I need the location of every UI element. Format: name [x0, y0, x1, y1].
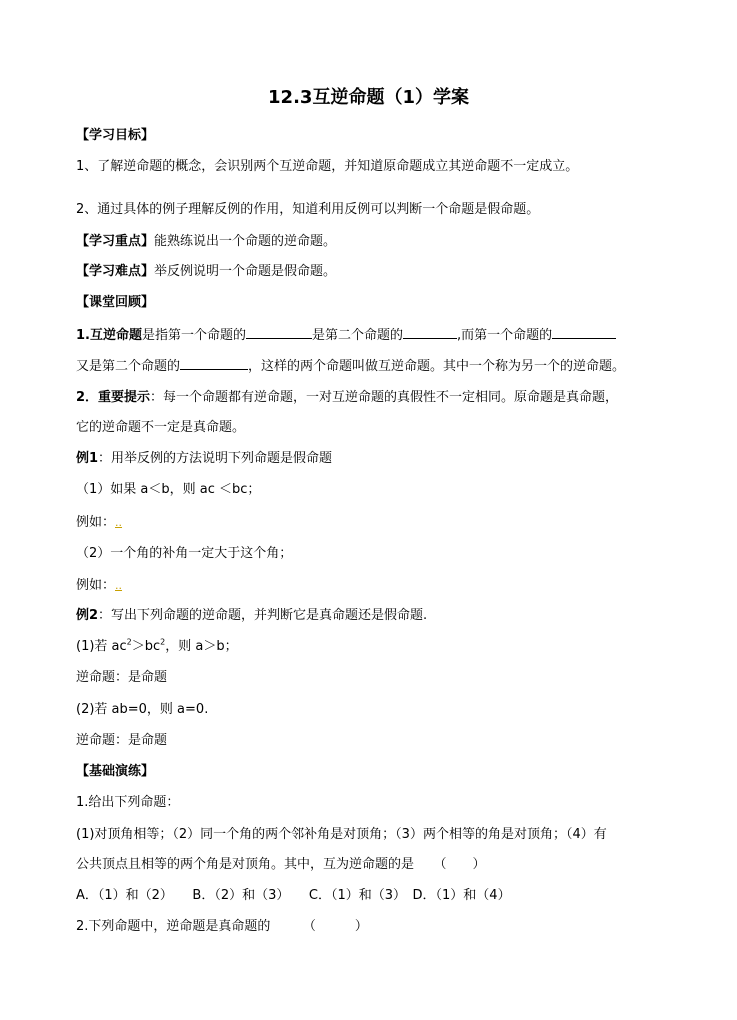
- ex2-q1-sup2: 2: [160, 637, 166, 647]
- review-1-line2-a: 又是第二个命题的: [76, 359, 181, 374]
- ex2-question-1: [76, 638, 238, 656]
- ex2-q1-post: ，则 a＞b；: [165, 639, 238, 654]
- practice-1-line-2: 公共顶点且相等的两个角是对顶角。其中，互为逆命题的是 （ ）: [76, 857, 486, 872]
- ex2-answer-1: 逆命题：是命题: [76, 670, 168, 685]
- key-label: 【学习重点】: [76, 234, 155, 249]
- fill-blank-2[interactable]: [403, 326, 457, 339]
- review-2-text: ：每一个命题都有逆命题，一对互逆命题的真假性不一定相同。原命题是真命题，: [150, 390, 619, 405]
- example-2: [76, 607, 427, 625]
- example-1: [76, 450, 332, 468]
- ex2-q1-mid: ＞bc: [131, 639, 161, 654]
- ex1-question-1: （1）如果 a＜b，则 ac ＜bc；: [76, 482, 261, 497]
- practice-header: 【基础演练】: [76, 764, 155, 779]
- ex1-text: ：用举反例的方法说明下列命题是假命题: [98, 451, 333, 466]
- review-1-c: ,而第一个命题的: [457, 328, 553, 343]
- answer-placeholder-2: ..: [115, 579, 123, 592]
- objective-2: 2、通过具体的例子理解反例的作用，知道利用反例可以判断一个命题是假命题。: [76, 202, 540, 217]
- practice-2-intro: 2.下列命题中，逆命题是真命题的 （ ）: [76, 919, 368, 934]
- page-title: 12.3互逆命题（1）学案: [268, 87, 469, 108]
- objectives-header: 【学习目标】: [76, 128, 155, 143]
- review-1-bold: 1.互逆命题: [76, 328, 142, 343]
- review-1-a: 是指第一个命题的: [141, 328, 246, 343]
- ex2-q1-sup1: 2: [126, 637, 132, 647]
- review-2-line-2: 它的逆命题不一定是真命题。: [76, 420, 246, 435]
- practice-1-line-1: (1)对顶角相等；（2）同一个角的两个邻补角是对顶角；（3）两个相等的角是对顶角；（4）有: [76, 827, 607, 842]
- ex2-text: ：写出下列命题的逆命题，并判断它是真命题还是假命题.: [98, 608, 428, 623]
- difficulty-label: 【学习难点】: [76, 264, 155, 279]
- fill-blank-4[interactable]: [180, 357, 248, 370]
- ex1-answer-2-label: 例如：: [76, 578, 116, 593]
- practice-1-intro: 1.给出下列命题：: [76, 795, 180, 810]
- objective-1: 1、了解逆命题的概念，会识别两个互逆命题，并知道原命题成立其逆命题不一定成立。: [76, 159, 579, 174]
- review-2-line-1: [76, 389, 618, 407]
- review-1-line-1: [76, 326, 616, 345]
- practice-1-options: A．（1）和（2） B．（2）和（3） C．（1）和（3） D．（1）和（4）: [76, 888, 511, 903]
- ex2-q1-pre: (1)若 ac: [76, 639, 127, 654]
- key-text: 能熟练说出一个命题的逆命题。: [154, 234, 337, 249]
- ex1-answer-1: [76, 514, 122, 532]
- ex1-question-2: （2）一个角的补角一定大于这个角；: [76, 546, 293, 561]
- fill-blank-1[interactable]: [246, 326, 312, 339]
- review-header: 【课堂回顾】: [76, 295, 155, 310]
- review-1-line2-b: ，这样的两个命题叫做互逆命题。其中一个称为另一个的逆命题。: [248, 359, 626, 374]
- ex2-label: 例2: [76, 608, 99, 623]
- answer-placeholder-1: ..: [115, 516, 123, 529]
- fill-blank-3[interactable]: [552, 326, 616, 339]
- difficulty-points: [76, 263, 336, 281]
- ex2-question-2: (2)若 ab=0，则 a=0.: [76, 702, 209, 717]
- review-1-line-2: [76, 357, 625, 376]
- ex1-answer-1-label: 例如：: [76, 515, 116, 530]
- ex1-answer-2: [76, 577, 122, 595]
- key-points: [76, 233, 336, 251]
- ex1-label: 例1: [76, 451, 99, 466]
- ex2-answer-2: 逆命题：是命题: [76, 733, 168, 748]
- review-1-b: 是第二个命题的: [312, 328, 404, 343]
- review-2-bold: 2．重要提示: [76, 390, 151, 405]
- difficulty-text: 举反例说明一个命题是假命题。: [154, 264, 337, 279]
